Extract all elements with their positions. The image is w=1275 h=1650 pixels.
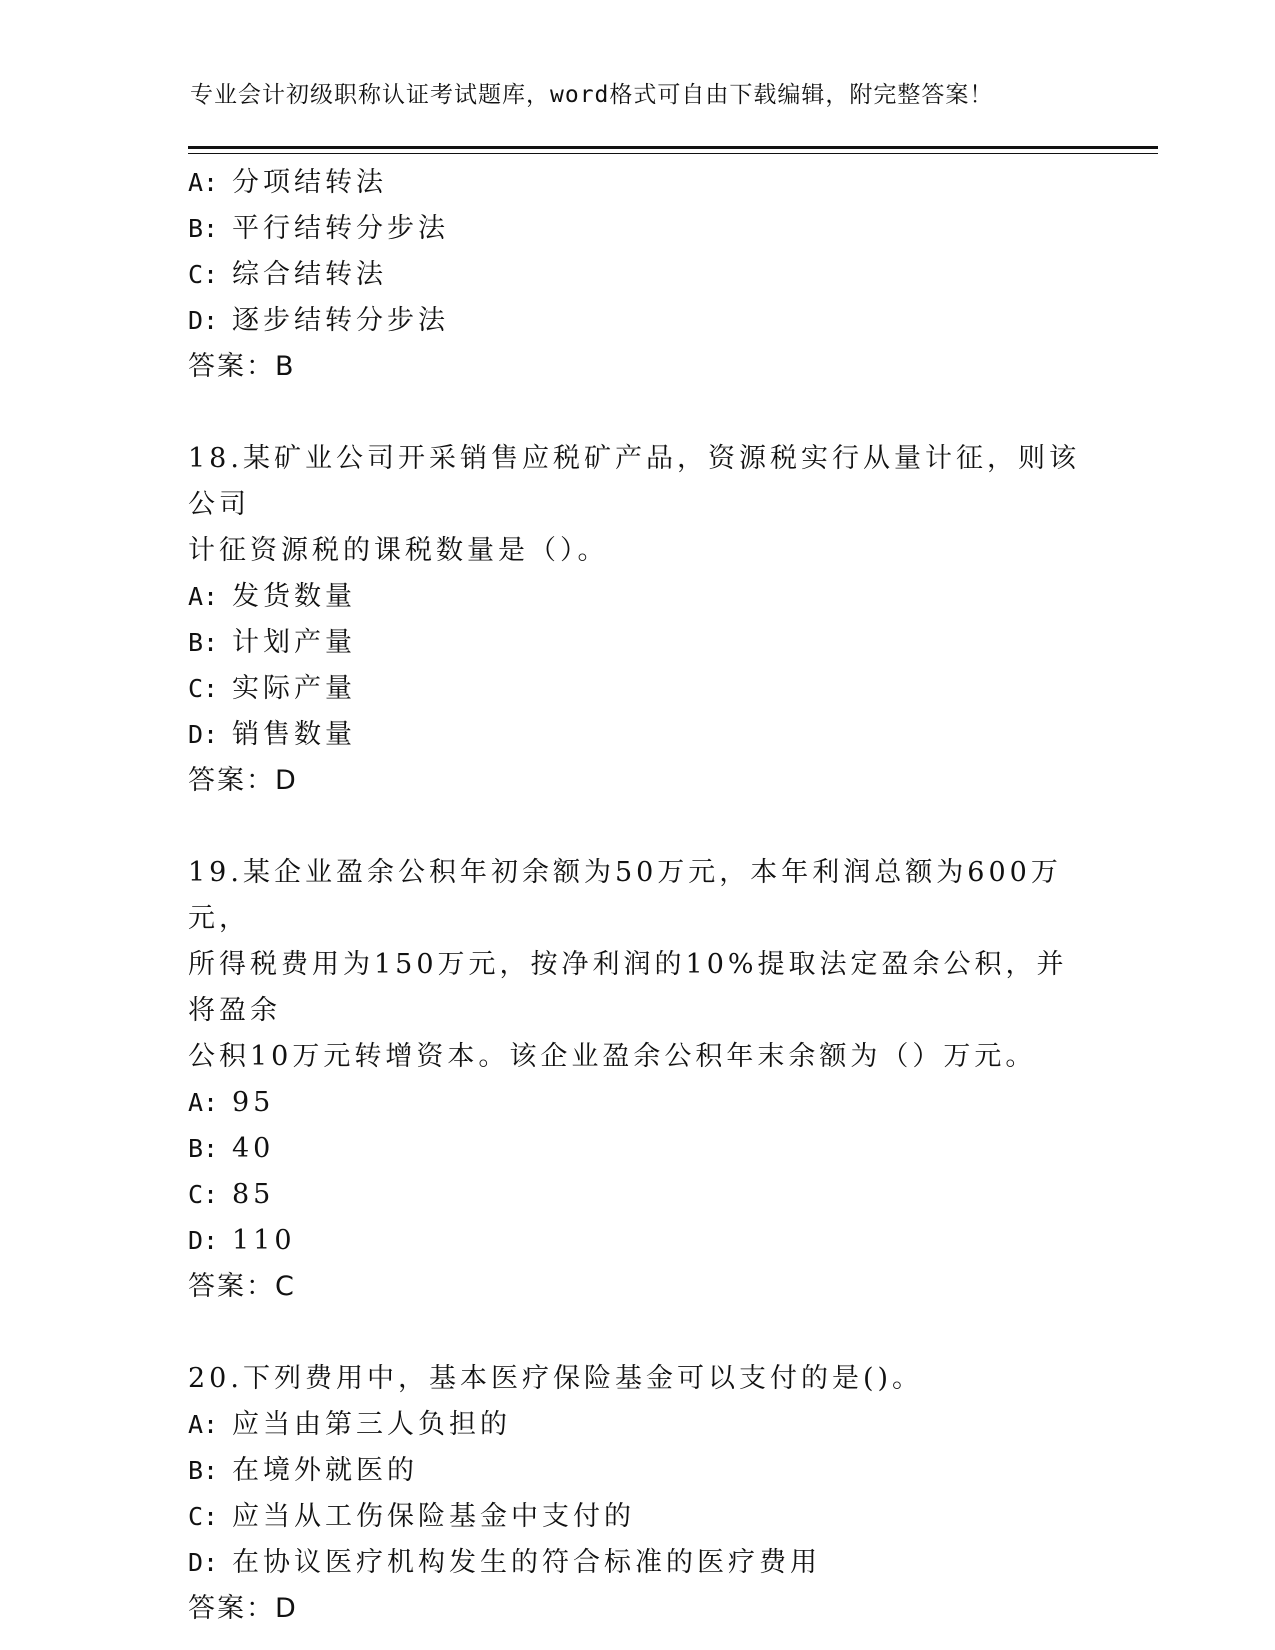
option-d — [188, 712, 1088, 758]
option-a — [188, 1402, 1088, 1448]
option-key: C: — [188, 1502, 219, 1531]
option-key: A: — [188, 1410, 219, 1439]
option-text: 实际产量 — [232, 673, 356, 704]
option-key: B: — [188, 628, 219, 657]
answer-line: 答案：B — [188, 351, 296, 382]
option-key: C: — [188, 1180, 219, 1209]
option-c — [188, 1172, 1088, 1218]
option-key: C: — [188, 260, 219, 289]
option-text: 85 — [232, 1179, 275, 1210]
option-text: 发货数量 — [232, 581, 356, 612]
option-text: 销售数量 — [232, 719, 356, 750]
question-list — [188, 160, 1088, 1632]
option-c — [188, 252, 1088, 298]
option-key: A: — [188, 582, 219, 611]
option-d — [188, 298, 1088, 344]
header-divider-thin — [188, 153, 1158, 154]
answer-line: 答案：C — [188, 1271, 296, 1302]
option-a — [188, 160, 1088, 206]
option-key: B: — [188, 214, 219, 243]
option-text: 应当由第三人负担的 — [232, 1409, 511, 1440]
question-19 — [188, 850, 1088, 1310]
option-key: A: — [188, 1088, 219, 1117]
option-key: D: — [188, 1548, 219, 1577]
question-stem-line: 计征资源税的课税数量是（）。 — [188, 535, 609, 566]
option-text: 在协议医疗机构发生的符合标准的医疗费用 — [232, 1547, 821, 1578]
question-stem-line: 20.下列费用中，基本医疗保险基金可以支付的是()。 — [188, 1363, 924, 1394]
question-18 — [188, 436, 1088, 804]
option-b — [188, 206, 1088, 252]
option-key: D: — [188, 720, 219, 749]
option-text: 分项结转法 — [232, 167, 387, 198]
option-d — [188, 1540, 1088, 1586]
question-stem-line: 所得税费用为150万元，按净利润的10%提取法定盈余公积，并将盈余 — [188, 949, 1068, 1026]
option-text: 110 — [232, 1225, 296, 1256]
answer-line: 答案：D — [188, 765, 298, 796]
option-key: D: — [188, 1226, 219, 1255]
option-b — [188, 1448, 1088, 1494]
question-17 — [188, 160, 1088, 390]
question-stem-line: 公积10万元转增资本。该企业盈余公积年末余额为（）万元。 — [188, 1041, 1037, 1072]
option-text: 在境外就医的 — [232, 1455, 418, 1486]
question-20 — [188, 1356, 1088, 1632]
option-key: C: — [188, 674, 219, 703]
option-d — [188, 1218, 1088, 1264]
option-text: 应当从工伤保险基金中支付的 — [232, 1501, 635, 1532]
option-b — [188, 1126, 1088, 1172]
question-stem-line: 18.某矿业公司开采销售应税矿产品，资源税实行从量计征，则该公司 — [188, 443, 1080, 520]
option-key: B: — [188, 1456, 219, 1485]
header-divider-thick — [188, 146, 1158, 149]
option-text: 逐步结转分步法 — [232, 305, 449, 336]
option-text: 40 — [232, 1133, 275, 1164]
question-stem-line: 19.某企业盈余公积年初余额为50万元，本年利润总额为600万元， — [188, 857, 1062, 934]
option-key: B: — [188, 1134, 219, 1163]
option-key: A: — [188, 168, 219, 197]
option-b — [188, 620, 1088, 666]
option-a — [188, 574, 1088, 620]
option-text: 计划产量 — [232, 627, 356, 658]
option-c — [188, 666, 1088, 712]
page-header-title: 专业会计初级职称认证考试题库，word格式可自由下载编辑，附完整答案！ — [190, 82, 994, 108]
option-text: 综合结转法 — [232, 259, 387, 290]
option-text: 平行结转分步法 — [232, 213, 449, 244]
answer-line: 答案：D — [188, 1593, 298, 1624]
option-text: 95 — [232, 1087, 275, 1118]
option-a — [188, 1080, 1088, 1126]
option-c — [188, 1494, 1088, 1540]
option-key: D: — [188, 306, 219, 335]
